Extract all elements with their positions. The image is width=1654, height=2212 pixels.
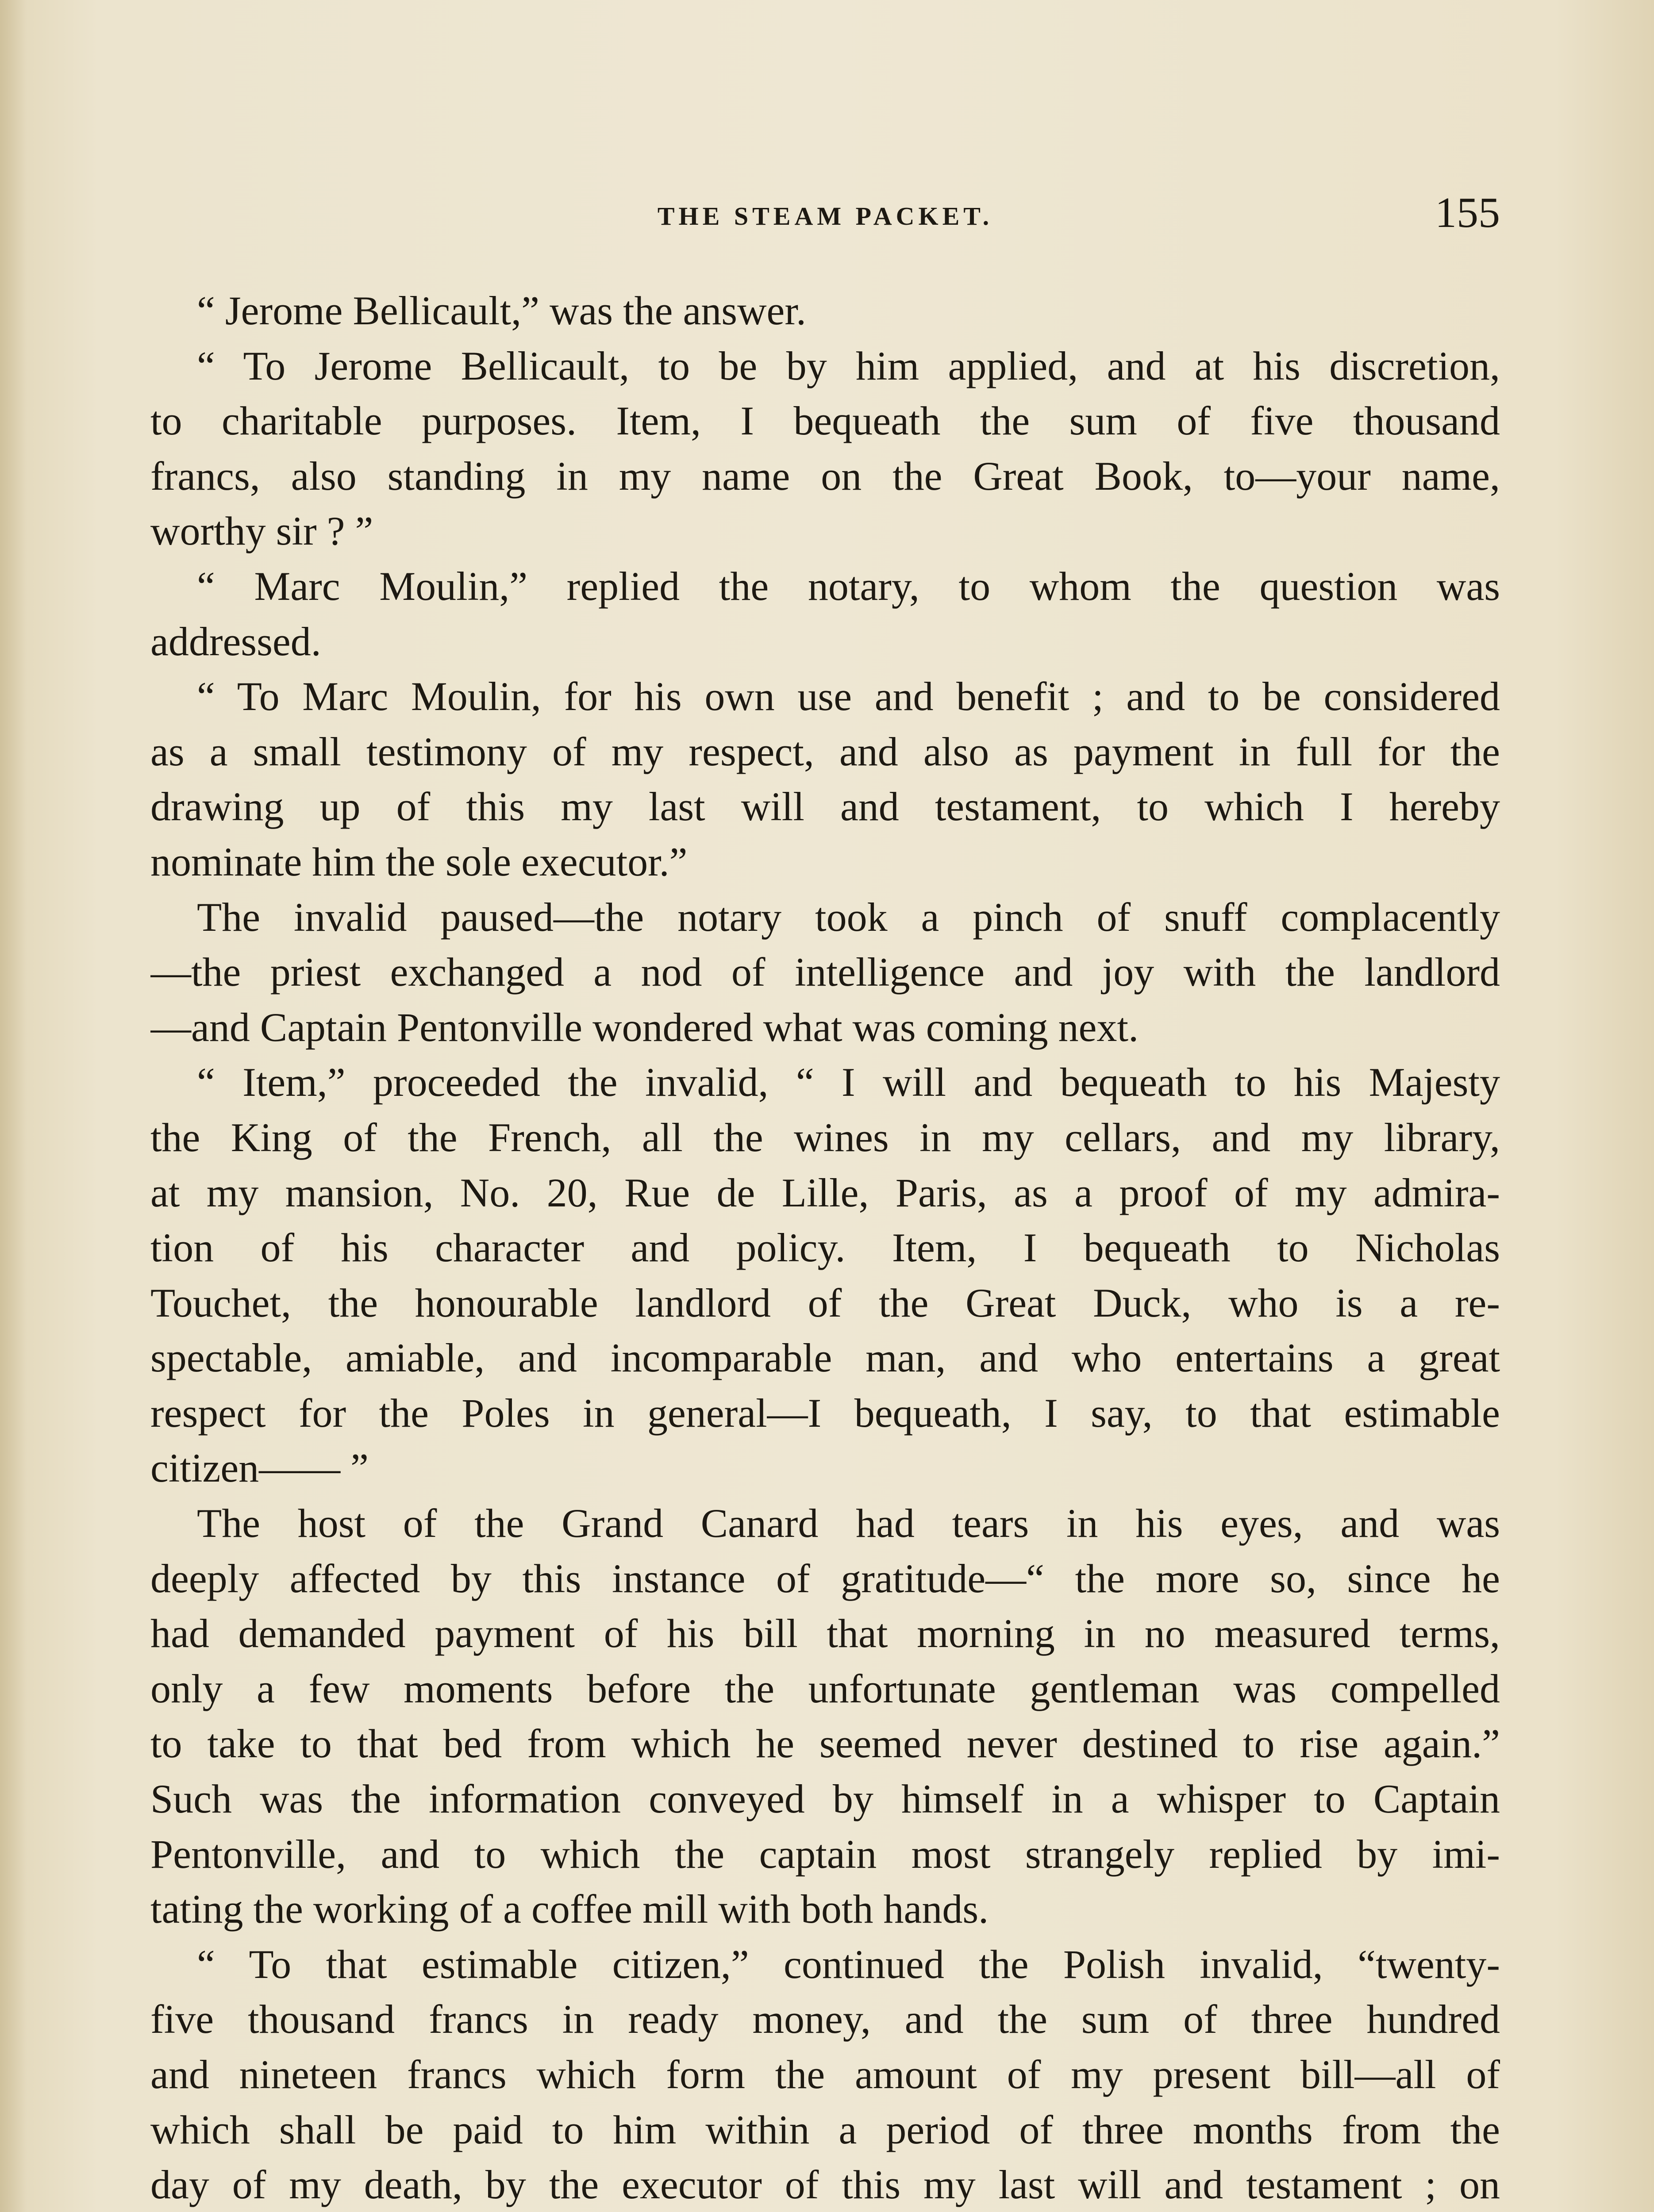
text-line: francs, also standing in my name on the Great Book, to—your name, [150, 453, 1500, 499]
text-line: worthy sir ? ” [150, 508, 373, 554]
text-line: citizen—— ” [150, 1445, 369, 1491]
text-line: The host of the Grand Canard had tears in his eyes, and was [197, 1501, 1500, 1546]
text-line: tion of his character and policy. Item, I bequeath to Nicholas [150, 1225, 1500, 1271]
text-line: Pentonville, and to which the captain most strangely replied by imi- [150, 1831, 1500, 1877]
text-line: five thousand francs in ready money, and the sum of three hundred [150, 1997, 1500, 2042]
text-line: “ Jerome Bellicault,” was the answer. [197, 288, 806, 333]
page-number: 155 [1435, 189, 1500, 237]
text-line: had demanded payment of his bill that morning in no measured terms, [150, 1611, 1500, 1656]
text-line: respect for the Poles in general—I bequeath, I say, to that estimable [150, 1390, 1500, 1436]
text-line: Touchet, the honourable landlord of the Great Duck, who is a re- [150, 1280, 1500, 1325]
text-line: which shall be paid to him within a period of three months from the [150, 2107, 1500, 2152]
text-line: The invalid paused—the notary took a pinch of snuff complacently [197, 894, 1500, 940]
page-header [150, 179, 1500, 237]
running-head: THE STEAM PACKET. [657, 202, 993, 230]
text-line: “ Item,” proceeded the invalid, “ I will and bequeath to his Majesty [197, 1060, 1500, 1105]
text-line: tating the working of a coffee mill with both hands. [150, 1886, 989, 1932]
text-line: as a small testimony of my respect, and also as payment in full for the [150, 729, 1500, 774]
text-line: addressed. [150, 618, 321, 664]
text-line: at my mansion, No. 20, Rue de Lille, Paris, as a proof of my admira- [150, 1170, 1500, 1215]
text-line: —and Captain Pentonville wondered what was coming next. [150, 1004, 1139, 1050]
text-line: and nineteen francs which form the amount of my present bill—all of [150, 2052, 1500, 2097]
text-line: day of my death, by the executor of this my last will and testament ; on [150, 2162, 1500, 2208]
text-line: “ Marc Moulin,” replied the notary, to whom the question was [197, 563, 1500, 609]
text-line: only a few moments before the unfortunate gentleman was compelled [150, 1666, 1500, 1711]
text-line: the King of the French, all the wines in my cellars, and my library, [150, 1114, 1500, 1160]
text-line: spectable, amiable, and incomparable man, and who entertains a great [150, 1335, 1500, 1381]
body-text [150, 283, 1500, 2212]
text-line: nominate him the sole executor.” [150, 839, 688, 884]
text-line: “ To Marc Moulin, for his own use and benefit ; and to be considered [197, 674, 1500, 719]
text-line: to charitable purposes. Item, I bequeath the sum of five thousand [150, 398, 1500, 444]
text-line: “ To Jerome Bellicault, to be by him applied, and at his discretion, [197, 343, 1500, 388]
text-line: —the priest exchanged a nod of intelligence and joy with the landlord [150, 949, 1500, 995]
text-line: Such was the information conveyed by himself in a whisper to Captain [150, 1776, 1500, 1822]
text-line: to take to that bed from which he seemed never destined to rise again.” [150, 1721, 1500, 1767]
text-line: deeply affected by this instance of gratitude—“ the more so, since he [150, 1555, 1500, 1601]
text-line: drawing up of this my last will and testament, to which I hereby [150, 784, 1500, 830]
text-line: “ To that estimable citizen,” continued the Polish invalid, “twenty- [197, 1941, 1500, 1987]
